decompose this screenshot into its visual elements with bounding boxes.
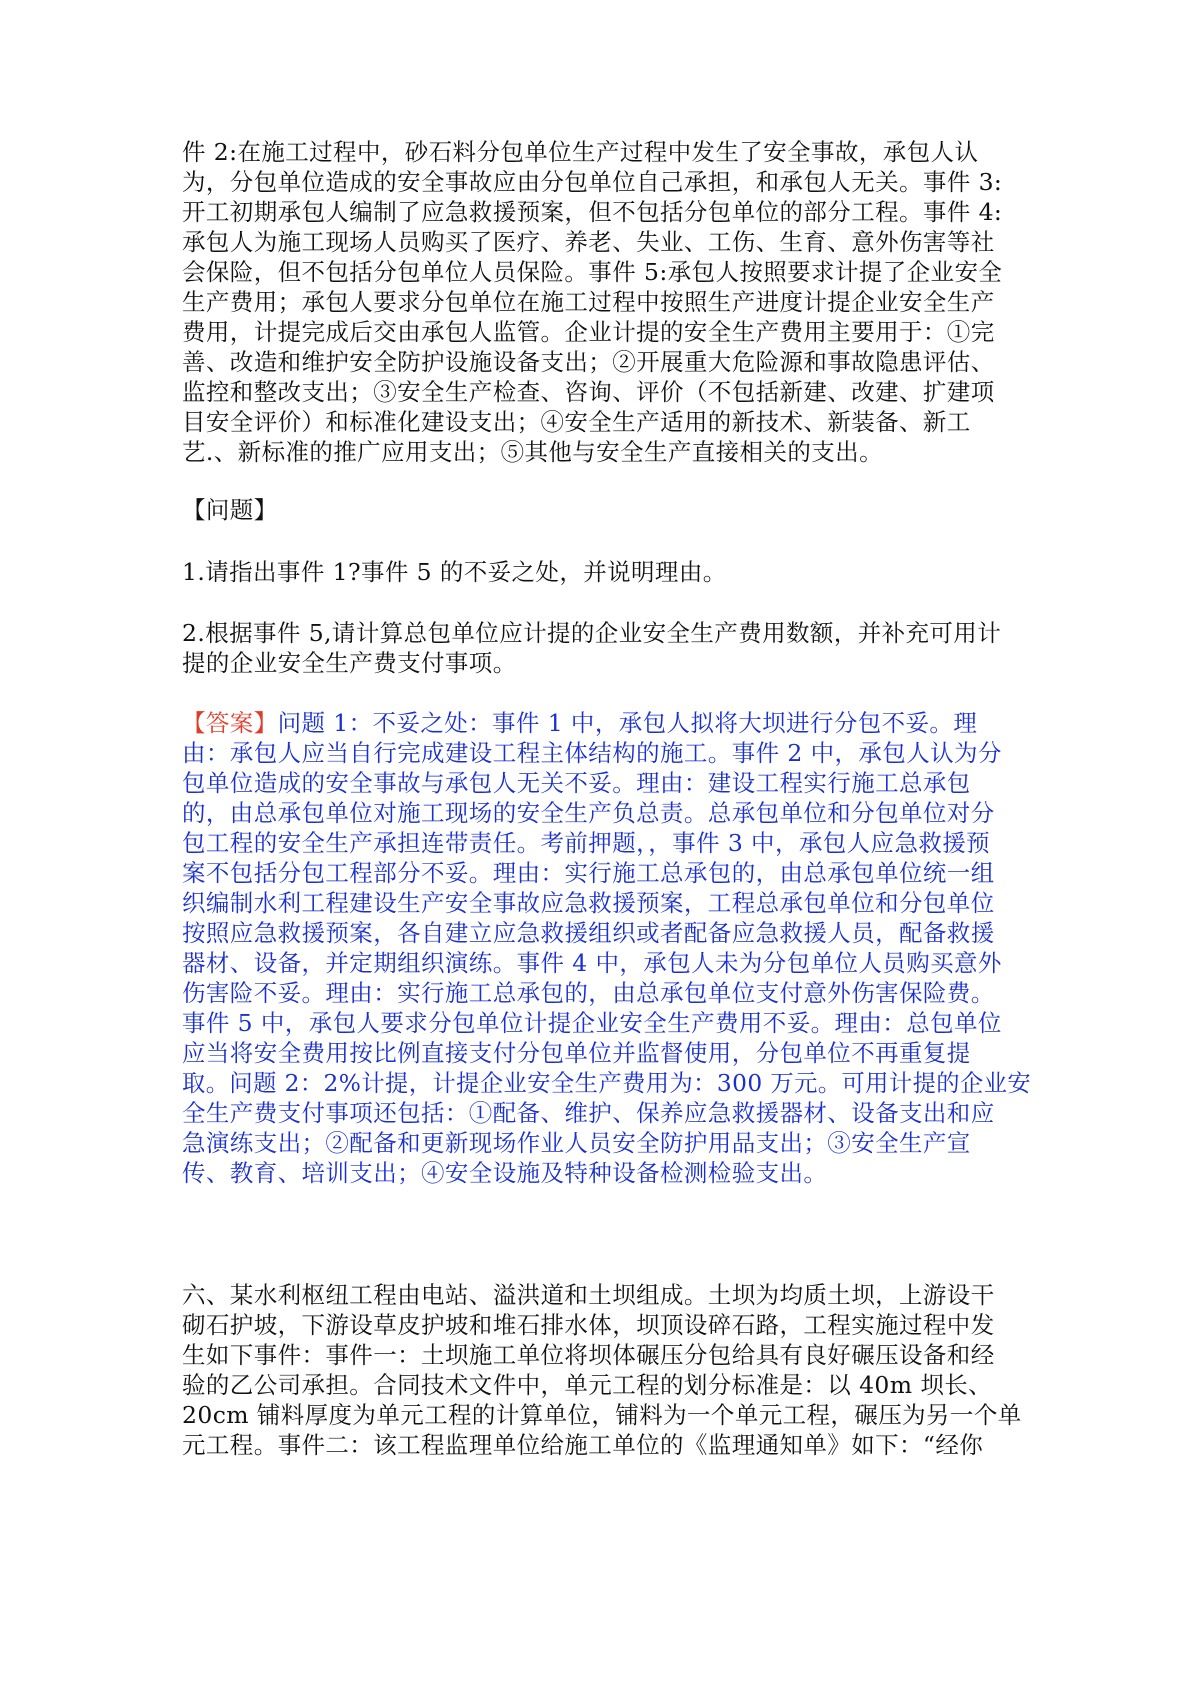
answer-line: 包单位造成的安全事故与承包人无关不妥。理由：建设工程实行施工总承包	[182, 769, 971, 797]
answer-text: 问题 1：不妥之处：事件 1 中，承包人拟将大坝进行分包不妥。理	[277, 709, 978, 737]
text-line: 生如下事件：事件一：土坝施工单位将坝体碾压分包给具有良好碾压设备和经	[182, 1341, 995, 1369]
text-line: 件 2:在施工过程中，砂石料分包单位生产过程中发生了安全事故，承包人认	[182, 138, 979, 166]
answer-line: 包工程的安全生产承担连带责任。考前押题，，事件 3 中，承包人应急救援预	[182, 829, 991, 857]
answer-line: 由：承包人应当自行完成建设工程主体结构的施工。事件 2 中，承包人认为分	[182, 739, 1002, 767]
text-line: 监控和整改支出；③安全生产检查、咨询、评价（不包括新建、改建、扩建项	[182, 378, 995, 406]
text-line: 生产费用；承包人要求分包单位在施工过程中按照生产进度计提企业安全生产	[182, 288, 995, 316]
question-1: 1.请指出事件 1?事件 5 的不妥之处，并说明理由。	[182, 558, 727, 586]
text-line: 砌石护坡，下游设草皮护坡和堆石排水体，坝顶设碎石路，工程实施过程中发	[182, 1311, 995, 1339]
answer-line: 案不包括分包工程部分不妥。理由：实行施工总承包的，由总承包单位统一组	[182, 859, 995, 887]
text-line: 目安全评价）和标准化建设支出；④安全生产适用的新技术、新装备、新工	[182, 408, 971, 436]
answer-line: 应当将安全费用按比例直接支付分包单位并监督使用，分包单位不再重复提	[182, 1039, 971, 1067]
text-line: 元工程。事件二：该工程监理单位给施工单位的《监理通知单》如下：“经你	[182, 1431, 984, 1459]
text-line: 验的乙公司承担。合同技术文件中，单元工程的划分标准是：以 40m 坝长、	[182, 1371, 993, 1399]
text-line: 善、改造和维护安全防护设施设备支出；②开展重大危险源和事故隐患评估、	[182, 348, 995, 376]
text-line: 为，分包单位造成的安全事故应由分包单位自己承担，和承包人无关。事件 3:	[182, 168, 1003, 196]
text-line: 费用，计提完成后交由承包人监管。企业计提的安全生产费用主要用于：①完	[182, 318, 995, 346]
text-line: 六、某水利枢纽工程由电站、溢洪道和土坝组成。土坝为均质土坝，上游设干	[182, 1281, 995, 1309]
answer-line: 事件 5 中，承包人要求分包单位计提企业安全生产费用不妥。理由：总包单位	[182, 1009, 1002, 1037]
answer-line: 的，由总承包单位对施工现场的安全生产负总责。总承包单位和分包单位对分	[182, 799, 995, 827]
answer-line: 传、教育、培训支出；④安全设施及特种设备检测检验支出。	[182, 1159, 828, 1187]
questions-header: 【问题】	[182, 496, 278, 524]
answer-line: 织编制水利工程建设生产安全事故应急救援预案，工程总承包单位和分包单位	[182, 889, 995, 917]
answer-label: 【答案】	[182, 709, 278, 737]
answer-line: 急演练支出；②配备和更新现场作业人员安全防护用品支出；③安全生产宣	[182, 1129, 971, 1157]
text-line: 2.根据事件 5,请计算总包单位应计提的企业安全生产费用数额，并补充可用计	[182, 619, 1002, 647]
answer-first-line	[182, 707, 977, 739]
text-line: 承包人为施工现场人员购买了医疗、养老、失业、工伤、生育、意外伤害等社	[182, 228, 995, 256]
answer-line: 伤害险不妥。理由：实行施工总承包的，由总承包单位支付意外伤害保险费。	[182, 979, 995, 1007]
text-line: 艺.、新标准的推广应用支出；⑤其他与安全生产直接相关的支出。	[182, 438, 883, 466]
answer-line: 器材、设备，并定期组织演练。事件 4 中，承包人未为分包单位人员购买意外	[182, 949, 1002, 977]
text-line: 会保险，但不包括分包单位人员保险。事件 5:承包人按照要求计提了企业安全	[182, 258, 1003, 286]
answer-line: 取。问题 2：2%计提，计提企业安全生产费用为：300 万元。可用计提的企业安	[182, 1069, 1032, 1097]
text-line: 20cm 铺料厚度为单元工程的计算单位，铺料为一个单元工程，碾压为另一个单	[182, 1401, 1022, 1429]
text-line: 开工初期承包人编制了应急救援预案，但不包括分包单位的部分工程。事件 4:	[182, 198, 1003, 226]
answer-line: 全生产费支付事项还包括：①配备、维护、保养应急救援器材、设备支出和应	[182, 1099, 995, 1127]
text-line: 提的企业安全生产费支付事项。	[182, 649, 517, 677]
answer-line: 按照应急救援预案，各自建立应急救援组织或者配备应急救援人员，配备救援	[182, 919, 995, 947]
